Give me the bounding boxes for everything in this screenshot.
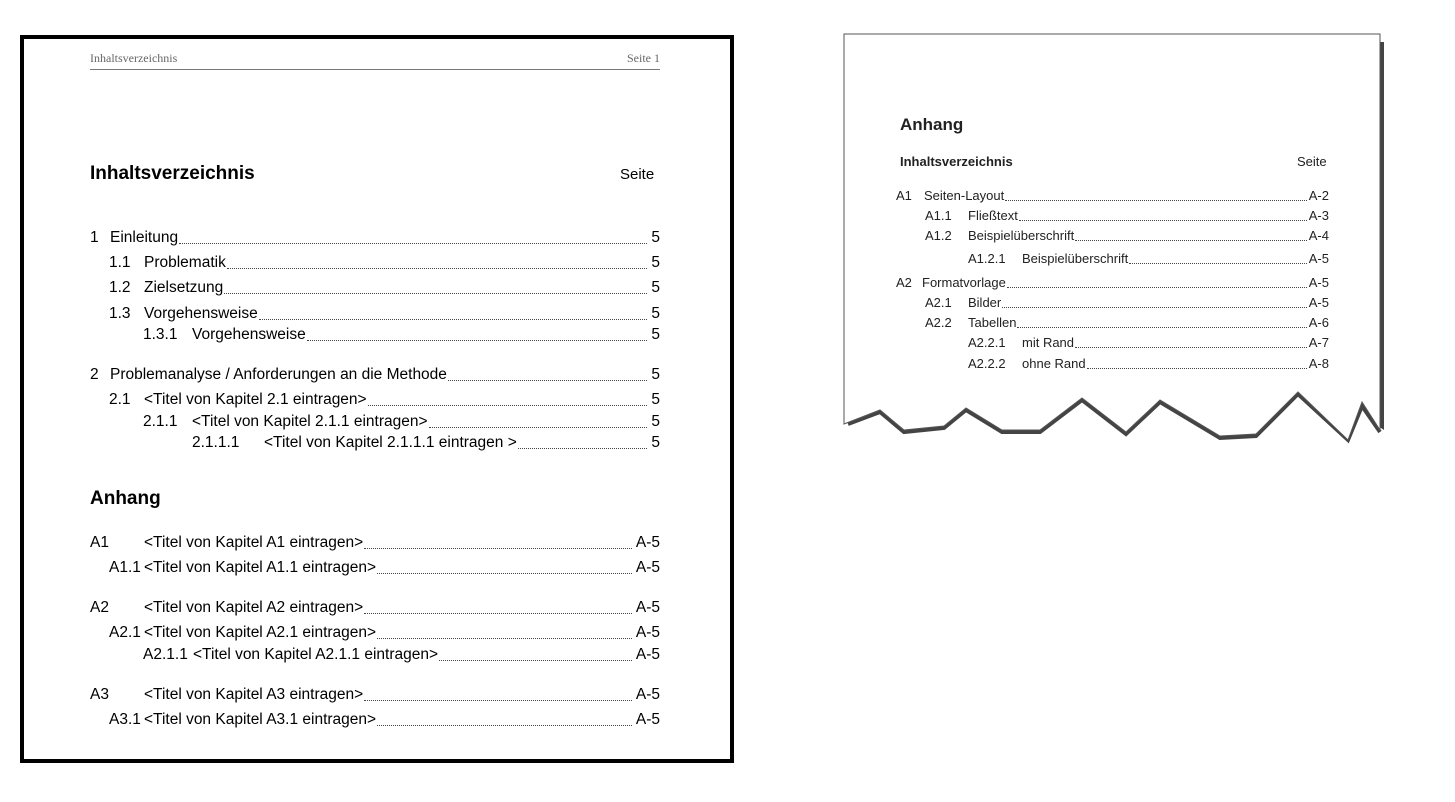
- entry-number: A2.1.1: [143, 646, 188, 663]
- entry-page: A-5: [1308, 251, 1329, 266]
- entry-number: A2: [90, 599, 109, 616]
- appendix-toc-entry[interactable]: [896, 334, 1329, 352]
- appendix-toc-entry[interactable]: [896, 314, 1329, 332]
- entry-text: Vorgehensweise: [144, 305, 258, 322]
- entry-number: A1: [896, 188, 912, 203]
- entry-number: 2.1: [109, 391, 131, 408]
- dot-leader: [1087, 367, 1307, 369]
- appendix-toc-entry[interactable]: [896, 207, 1329, 225]
- dot-leader: [1075, 346, 1307, 348]
- entry-text: Problematik: [144, 254, 226, 271]
- dot-leader: [1007, 286, 1307, 288]
- dot-leader: [1075, 239, 1307, 241]
- entry-text: <Titel von Kapitel A3.1 eintragen>: [144, 711, 377, 728]
- dot-leader: [1019, 219, 1307, 221]
- entry-text: <Titel von Kapitel 2.1.1 eintragen>: [192, 413, 428, 430]
- toc-entry[interactable]: [90, 412, 660, 432]
- appendix-toc-entry[interactable]: [896, 250, 1329, 268]
- dot-leader: [377, 724, 632, 726]
- appendix-title: Anhang: [900, 115, 964, 134]
- appendix-toc-entry[interactable]: [896, 227, 1329, 245]
- entry-number: A3: [90, 686, 109, 703]
- entry-number: A1: [90, 534, 109, 551]
- entry-number: 1.3: [109, 305, 131, 322]
- entry-number: A1.1: [925, 208, 952, 223]
- dot-leader: [179, 242, 647, 244]
- toc-entry[interactable]: [90, 685, 660, 705]
- dot-leader: [259, 318, 647, 320]
- entry-page: A-3: [1308, 208, 1329, 223]
- dot-leader: [448, 379, 647, 381]
- entry-text: Fließtext: [968, 208, 1018, 223]
- entry-page: A-7: [1308, 335, 1329, 350]
- toc-entry[interactable]: [90, 228, 660, 248]
- dot-leader: [439, 659, 632, 661]
- entry-text: Bilder: [968, 295, 1002, 310]
- dot-leader: [518, 447, 647, 449]
- toc-entry[interactable]: [90, 304, 660, 324]
- dot-leader: [364, 699, 632, 701]
- entry-number: 1.1: [109, 254, 131, 271]
- toc-entry[interactable]: [90, 390, 660, 410]
- toc-entry[interactable]: [90, 433, 660, 453]
- entry-page: 5: [651, 326, 660, 343]
- entry-text: <Titel von Kapitel 2.1.1.1 eintragen >: [264, 434, 517, 451]
- entry-page: A-2: [1308, 188, 1329, 203]
- toc-entry[interactable]: [90, 710, 660, 730]
- entry-page: A-5: [635, 711, 660, 728]
- entry-number: A2.2.2: [968, 356, 1006, 371]
- entry-text: Tabellen: [968, 315, 1017, 330]
- entry-page: A-5: [635, 624, 660, 641]
- dot-leader: [1002, 306, 1307, 308]
- entry-text: <Titel von Kapitel 2.1 eintragen>: [144, 391, 367, 408]
- running-header-title: Inhaltsverzeichnis: [90, 51, 178, 65]
- toc-page: [20, 35, 734, 763]
- entry-page: 5: [651, 254, 660, 271]
- entry-number: A1.2.1: [968, 251, 1006, 266]
- entry-number: 1.3.1: [143, 326, 178, 343]
- entry-text: Zielsetzung: [144, 279, 224, 296]
- entry-page: A-6: [1308, 315, 1329, 330]
- entry-text: Formatvorlage: [922, 275, 1006, 290]
- entry-number: A2.2: [925, 315, 952, 330]
- entry-number: 1: [90, 229, 99, 246]
- appendix-toc-entry[interactable]: [896, 355, 1329, 373]
- appendix-title: Anhang: [90, 488, 161, 509]
- dot-leader: [368, 404, 647, 406]
- toc-seite-label: Seite: [620, 166, 655, 183]
- entry-page: 5: [651, 434, 660, 451]
- entry-text: ohne Rand: [1022, 356, 1086, 371]
- running-header-page: Seite 1: [627, 51, 660, 65]
- entry-text: <Titel von Kapitel A1.1 eintragen>: [144, 559, 377, 576]
- entry-number: A1.2: [925, 228, 952, 243]
- dot-leader: [1017, 326, 1307, 328]
- entry-text: <Titel von Kapitel A2 eintragen>: [144, 599, 364, 616]
- entry-number: 1.2: [109, 279, 131, 296]
- entry-text: <Titel von Kapitel A2.1.1 eintragen>: [193, 646, 439, 663]
- appendix-toc-entry[interactable]: [896, 187, 1329, 205]
- entry-number: A3.1: [109, 711, 141, 728]
- entry-number: A2.1: [109, 624, 141, 641]
- dot-leader: [227, 267, 647, 269]
- toc-entry[interactable]: [90, 253, 660, 273]
- toc-entry[interactable]: [90, 558, 660, 578]
- entry-text: Beispielüberschrift: [1022, 251, 1129, 266]
- appendix-toc-entry[interactable]: [896, 294, 1329, 312]
- entry-page: 5: [651, 413, 660, 430]
- entry-text: Vorgehensweise: [192, 326, 306, 343]
- dot-leader: [1129, 262, 1307, 264]
- dot-leader: [377, 572, 632, 574]
- entry-number: 2: [90, 366, 99, 383]
- entry-text: Seiten-Layout: [924, 188, 1005, 203]
- entry-page: 5: [651, 391, 660, 408]
- dot-leader: [377, 637, 632, 639]
- entry-page: 5: [651, 279, 660, 296]
- running-header: [90, 51, 660, 70]
- toc-entry[interactable]: [90, 278, 660, 298]
- entry-text: Einleitung: [110, 229, 179, 246]
- entry-number: A2: [896, 275, 912, 290]
- dot-leader: [364, 612, 632, 614]
- entry-number: 2.1.1: [143, 413, 178, 430]
- toc-title: Inhaltsverzeichnis: [90, 163, 255, 184]
- entry-number: A1.1: [109, 559, 141, 576]
- entry-number: A2.2.1: [968, 335, 1006, 350]
- entry-number: A2.1: [925, 295, 952, 310]
- dot-leader: [429, 426, 647, 428]
- appendix-seite-label: Seite: [1297, 154, 1327, 169]
- entry-text: <Titel von Kapitel A3 eintragen>: [144, 686, 364, 703]
- toc-entry[interactable]: [90, 533, 660, 553]
- entry-page: A-5: [1308, 295, 1329, 310]
- entry-page: A-5: [1308, 275, 1329, 290]
- entry-text: Problemanalyse / Anforderungen an die Methode: [110, 366, 447, 383]
- entry-page: 5: [651, 366, 660, 383]
- dot-leader: [307, 339, 647, 341]
- toc-entry[interactable]: [90, 365, 660, 385]
- entry-text: <Titel von Kapitel A2.1 eintragen>: [144, 624, 377, 641]
- torn-appendix-page: [840, 30, 1390, 450]
- entry-page: A-5: [635, 534, 660, 551]
- entry-page: A-5: [635, 599, 660, 616]
- entry-page: 5: [651, 305, 660, 322]
- entry-page: 5: [651, 229, 660, 246]
- dot-leader: [1005, 199, 1307, 201]
- dot-leader: [364, 547, 632, 549]
- toc-entry[interactable]: [90, 623, 660, 643]
- dot-leader: [224, 292, 647, 294]
- appendix-toc-entry[interactable]: [896, 274, 1329, 292]
- entry-text: Beispielüberschrift: [968, 228, 1075, 243]
- toc-entry[interactable]: [90, 598, 660, 618]
- appendix-toc-subtitle: Inhaltsverzeichnis: [900, 154, 1013, 169]
- entry-page: A-5: [635, 686, 660, 703]
- toc-entry[interactable]: [90, 325, 660, 345]
- entry-page: A-5: [635, 646, 660, 663]
- entry-page: A-8: [1308, 356, 1329, 371]
- entry-number: 2.1.1.1: [192, 434, 240, 451]
- entry-page: A-4: [1308, 228, 1329, 243]
- entry-text: mit Rand: [1022, 335, 1075, 350]
- toc-entry[interactable]: [90, 645, 660, 665]
- entry-text: <Titel von Kapitel A1 eintragen>: [144, 534, 364, 551]
- entry-page: A-5: [635, 559, 660, 576]
